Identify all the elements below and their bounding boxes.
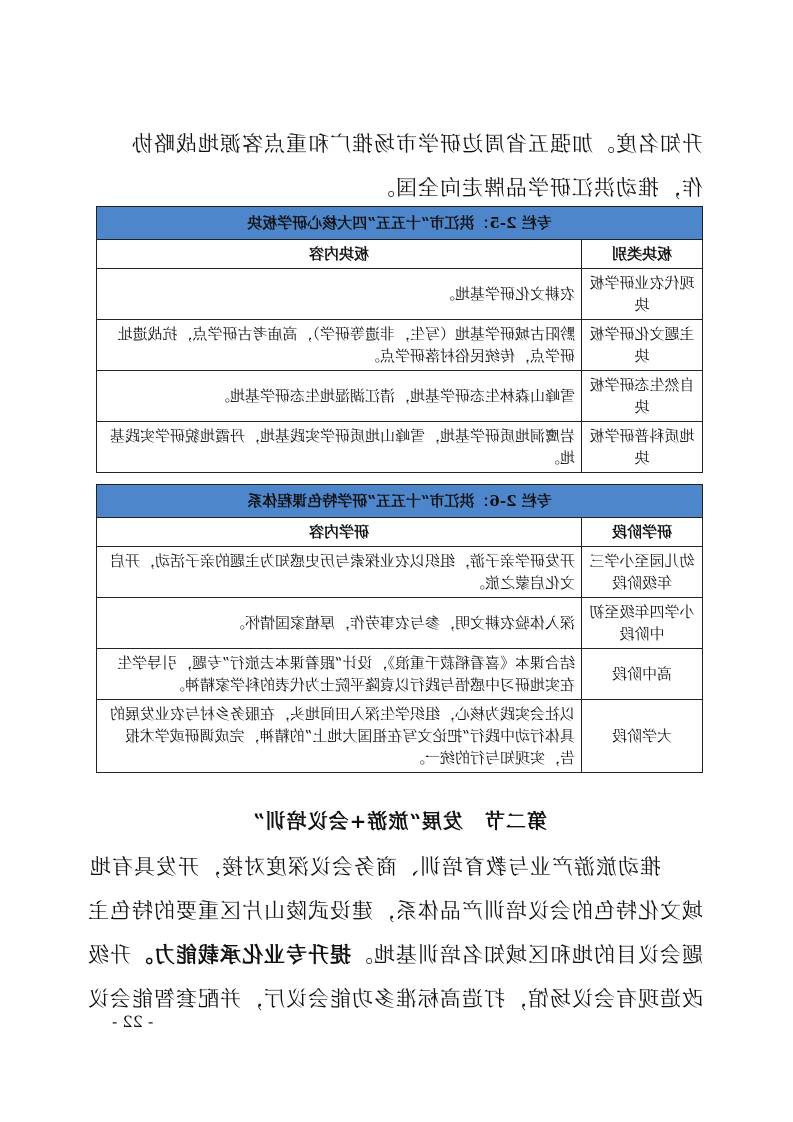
table-row (97, 547, 703, 598)
header-content: 研学内容 (97, 518, 582, 547)
table-row (97, 269, 703, 320)
row-content: 黔阳古城研学基地（写生，非遗等研学），高庙考古研学点，抗战遗址研学点，传统民俗村落研学点。 (97, 320, 582, 371)
section-heading: 第二节 发展“旅游+会议培训” (252, 809, 547, 833)
row-stage: 大学阶段 (582, 700, 703, 773)
row-category: 地质科普研学板块 (582, 422, 703, 473)
row-content: 深入体验农耕文明，参与农事劳作，厚植家国情怀。 (97, 598, 582, 649)
row-content: 岩鹰洞地质研学基地，雪峰山地质研学实践基地，丹霞地貌研学实践基地。 (97, 422, 582, 473)
emphasis-text: 提升专业化承载能力。 (131, 942, 351, 967)
line-suffix: 升级 (87, 943, 131, 967)
intro-paragraph: 升知名度。加强五省周边研学市场推广和重点客源地战略协作，推动洪江研学品牌走向全国。 (131, 132, 703, 200)
row-content: 开发研学亲子游，组织以农业探索与历史感知为主题的亲子活动，开启文化启蒙之旅。 (97, 547, 582, 598)
row-content: 农耕文化研学基地。 (97, 269, 582, 320)
paragraph-line: 域文化特色的会议培训产品体系，建设武陵山片区重要的特色主 (87, 899, 703, 923)
table-row (97, 649, 703, 700)
row-category: 主题文化研学板块 (582, 320, 703, 371)
box-title: 专栏 2-5：洪江市“十五五”四大核心研学板块 (97, 207, 703, 240)
page-number: - 22 - (112, 1012, 154, 1031)
row-content: 雪峰山森林生态研学基地，清江湖湿地生态研学基地。 (97, 371, 582, 422)
table-row (97, 700, 703, 773)
table-row (97, 422, 703, 473)
row-stage: 幼儿园至小学三年级阶段 (582, 547, 703, 598)
header-category: 板块类别 (582, 240, 703, 269)
header-stage: 研学阶段 (582, 518, 703, 547)
table-row (97, 598, 703, 649)
body-paragraph (87, 845, 703, 1021)
row-content: 结合课本《喜看稻菽千重浪》，设计“跟着课本去旅行”专题，引导学生在实地研习中感悟与践行以袁隆平院士为代表的科学家精神。 (97, 649, 582, 700)
table-row (97, 320, 703, 371)
paragraph-line: 推动旅游产业与教育培训、商务会议深度对接，开发具有地 (89, 855, 661, 879)
paragraph-line: 改造现有会议场馆，打造高标准多功能会议厅，并配套智能会议 (87, 987, 703, 1011)
row-content: 以社会实践为核心，组织学生深入田间地头，在服务乡村与农业发展的具体行动中践行“把论文写在祖国大地上”的精神，完成调研或学术报告，实现知与行的统一。 (97, 700, 582, 773)
box-table-2-5 (96, 206, 703, 473)
table-row (97, 371, 703, 422)
line-text: 题会议目的地和区域知名培训基地。 (351, 943, 703, 967)
row-stage: 小学四年级至初中阶段 (582, 598, 703, 649)
row-stage: 高中阶段 (582, 649, 703, 700)
paragraph-line (87, 933, 703, 977)
row-category: 自然生态研学板块 (582, 371, 703, 422)
box-title: 专栏 2-6：洪江市“十五五”研学特色课程体系 (97, 485, 703, 518)
header-content: 板块内容 (97, 240, 582, 269)
box-table-2-6 (96, 484, 703, 773)
row-category: 现代农业研学板块 (582, 269, 703, 320)
